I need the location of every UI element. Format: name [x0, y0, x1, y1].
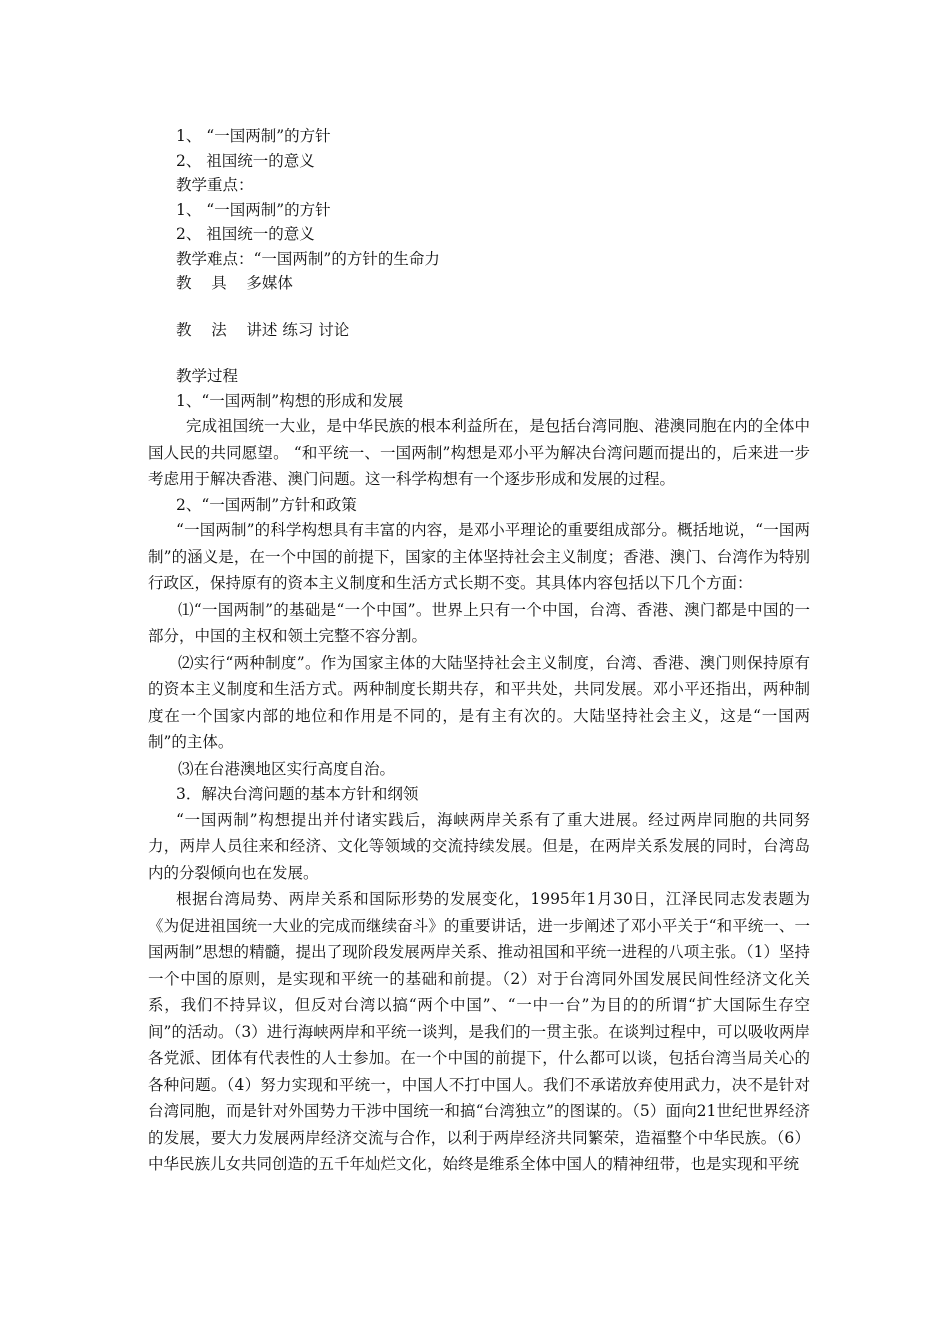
text-line: 2、 祖国统一的意义 — [176, 225, 315, 243]
text-line: 1、 “一国两制”的方针 — [176, 200, 331, 219]
text-line: 教 具 多媒体 — [176, 274, 293, 292]
text-line: 1、“一国两制”构想的形成和发展 — [176, 391, 404, 410]
paragraph: 完成祖国统一大业，是中华民族的根本利益所在，是包括台湾同胞、港澳同胞在内的全体中国人民的共同愿望。 “和平统一、一国两制”构想是邓小平为解决台湾问题而提出的，后来进一步考虑用于解决香港、澳门问题。这一科学构想有一个逐步形成和发展的过程。 — [148, 417, 810, 488]
paragraph: “一国两制”构想提出并付诸实践后，海峡两岸关系有了重大进展。经过两岸同胞的共同努力，两岸人员往来和经济、文化等领域的交流持续发展。但是，在两岸关系发展的同时，台湾岛内的分裂倾向也在发展。 — [148, 810, 810, 882]
paragraph: ⑶在台港澳地区实行高度自治。 — [178, 759, 396, 778]
paragraph: 根据台湾局势、两岸关系和国际形势的发展变化，1995年1月30日，江泽民同志发表题为《为促进祖国统一大业的完成而继续奋斗》的重要讲话，进一步阐述了邓小平关于“和平统一、一国两制”思想的精髓，提出了现阶段发展两岸关系、推动祖国和平统一进程的八项主张。（1）坚持一个中国的原则，是实现和平统一的基础和前提。（2）对于台湾同外国发展民间性经济文化关系，我们不持异议，但反对台湾以搞“两个中国”、“一中一台”为目的的所谓“扩大国际生存空间”的活动。（3）进行海峡两岸和平统一谈判，是我们的一贯主张。在谈判过程中，可以吸收两岸各党派、团体有代表性的人士参加。在一个中国的前提下，什么都可以谈，包括台湾当局关心的各种问题。（4）努力实现和平统一，中国人不打中国人。我们不承诺放弃使用武力，决不是针对台湾同胞，而是针对外国势力干涉中国统一和搞“台湾独立”的图谋的。（5）面向21世纪世界经济的发展，要大力发展两岸经济交流与合作，以利于两岸经济共同繁荣，造福整个中华民族。（6）中华民族儿女共同创造的五千年灿烂文化，始终是维系全体中国人的精神纽带，也是实现和平统 — [148, 890, 810, 1173]
text-line: 教学难点：“一国两制”的方针的生命力 — [176, 249, 440, 268]
text-line: 教学过程 — [176, 367, 239, 385]
text-line: 2、“一国两制”方针和政策 — [176, 495, 357, 514]
blank-line — [148, 296, 810, 318]
text-line: 教学重点： — [176, 176, 254, 194]
text-line: 1、 “一国两制”的方针 — [176, 127, 331, 145]
paragraph: ⑵实行“两种制度”。作为国家主体的大陆坚持社会主义制度，台湾、香港、澳门则保持原有的资本主义制度和生活方式。两种制度长期共存，和平共处，共同发展。邓小平还指出，两种制度在一个国家内部的地位和作用是不同的，是有主有次的。大陆坚持社会主义，这是“一国两制”的主体。 — [148, 653, 810, 751]
text-line: 3．解决台湾问题的基本方针和纲领 — [176, 785, 419, 803]
blank-line — [148, 342, 810, 364]
text-line: 2、 祖国统一的意义 — [176, 151, 315, 170]
paragraph: “一国两制”的科学构想具有丰富的内容，是邓小平理论的重要组成部分。概括地说，“一国两制”的涵义是，在一个中国的前提下，国家的主体坚持社会主义制度；香港、澳门、台湾作为特别行政区，保持原有的资本主义制度和生活方式长期不变。其具体内容包括以下几个方面： — [148, 521, 810, 592]
paragraph: ⑴“一国两制”的基础是“一个中国”。世界上只有一个中国，台湾、香港、澳门都是中国的一部分，中国的主权和领土完整不容分割。 — [148, 600, 810, 645]
text-line: 教 法 讲述 练习 讨论 — [176, 320, 350, 339]
